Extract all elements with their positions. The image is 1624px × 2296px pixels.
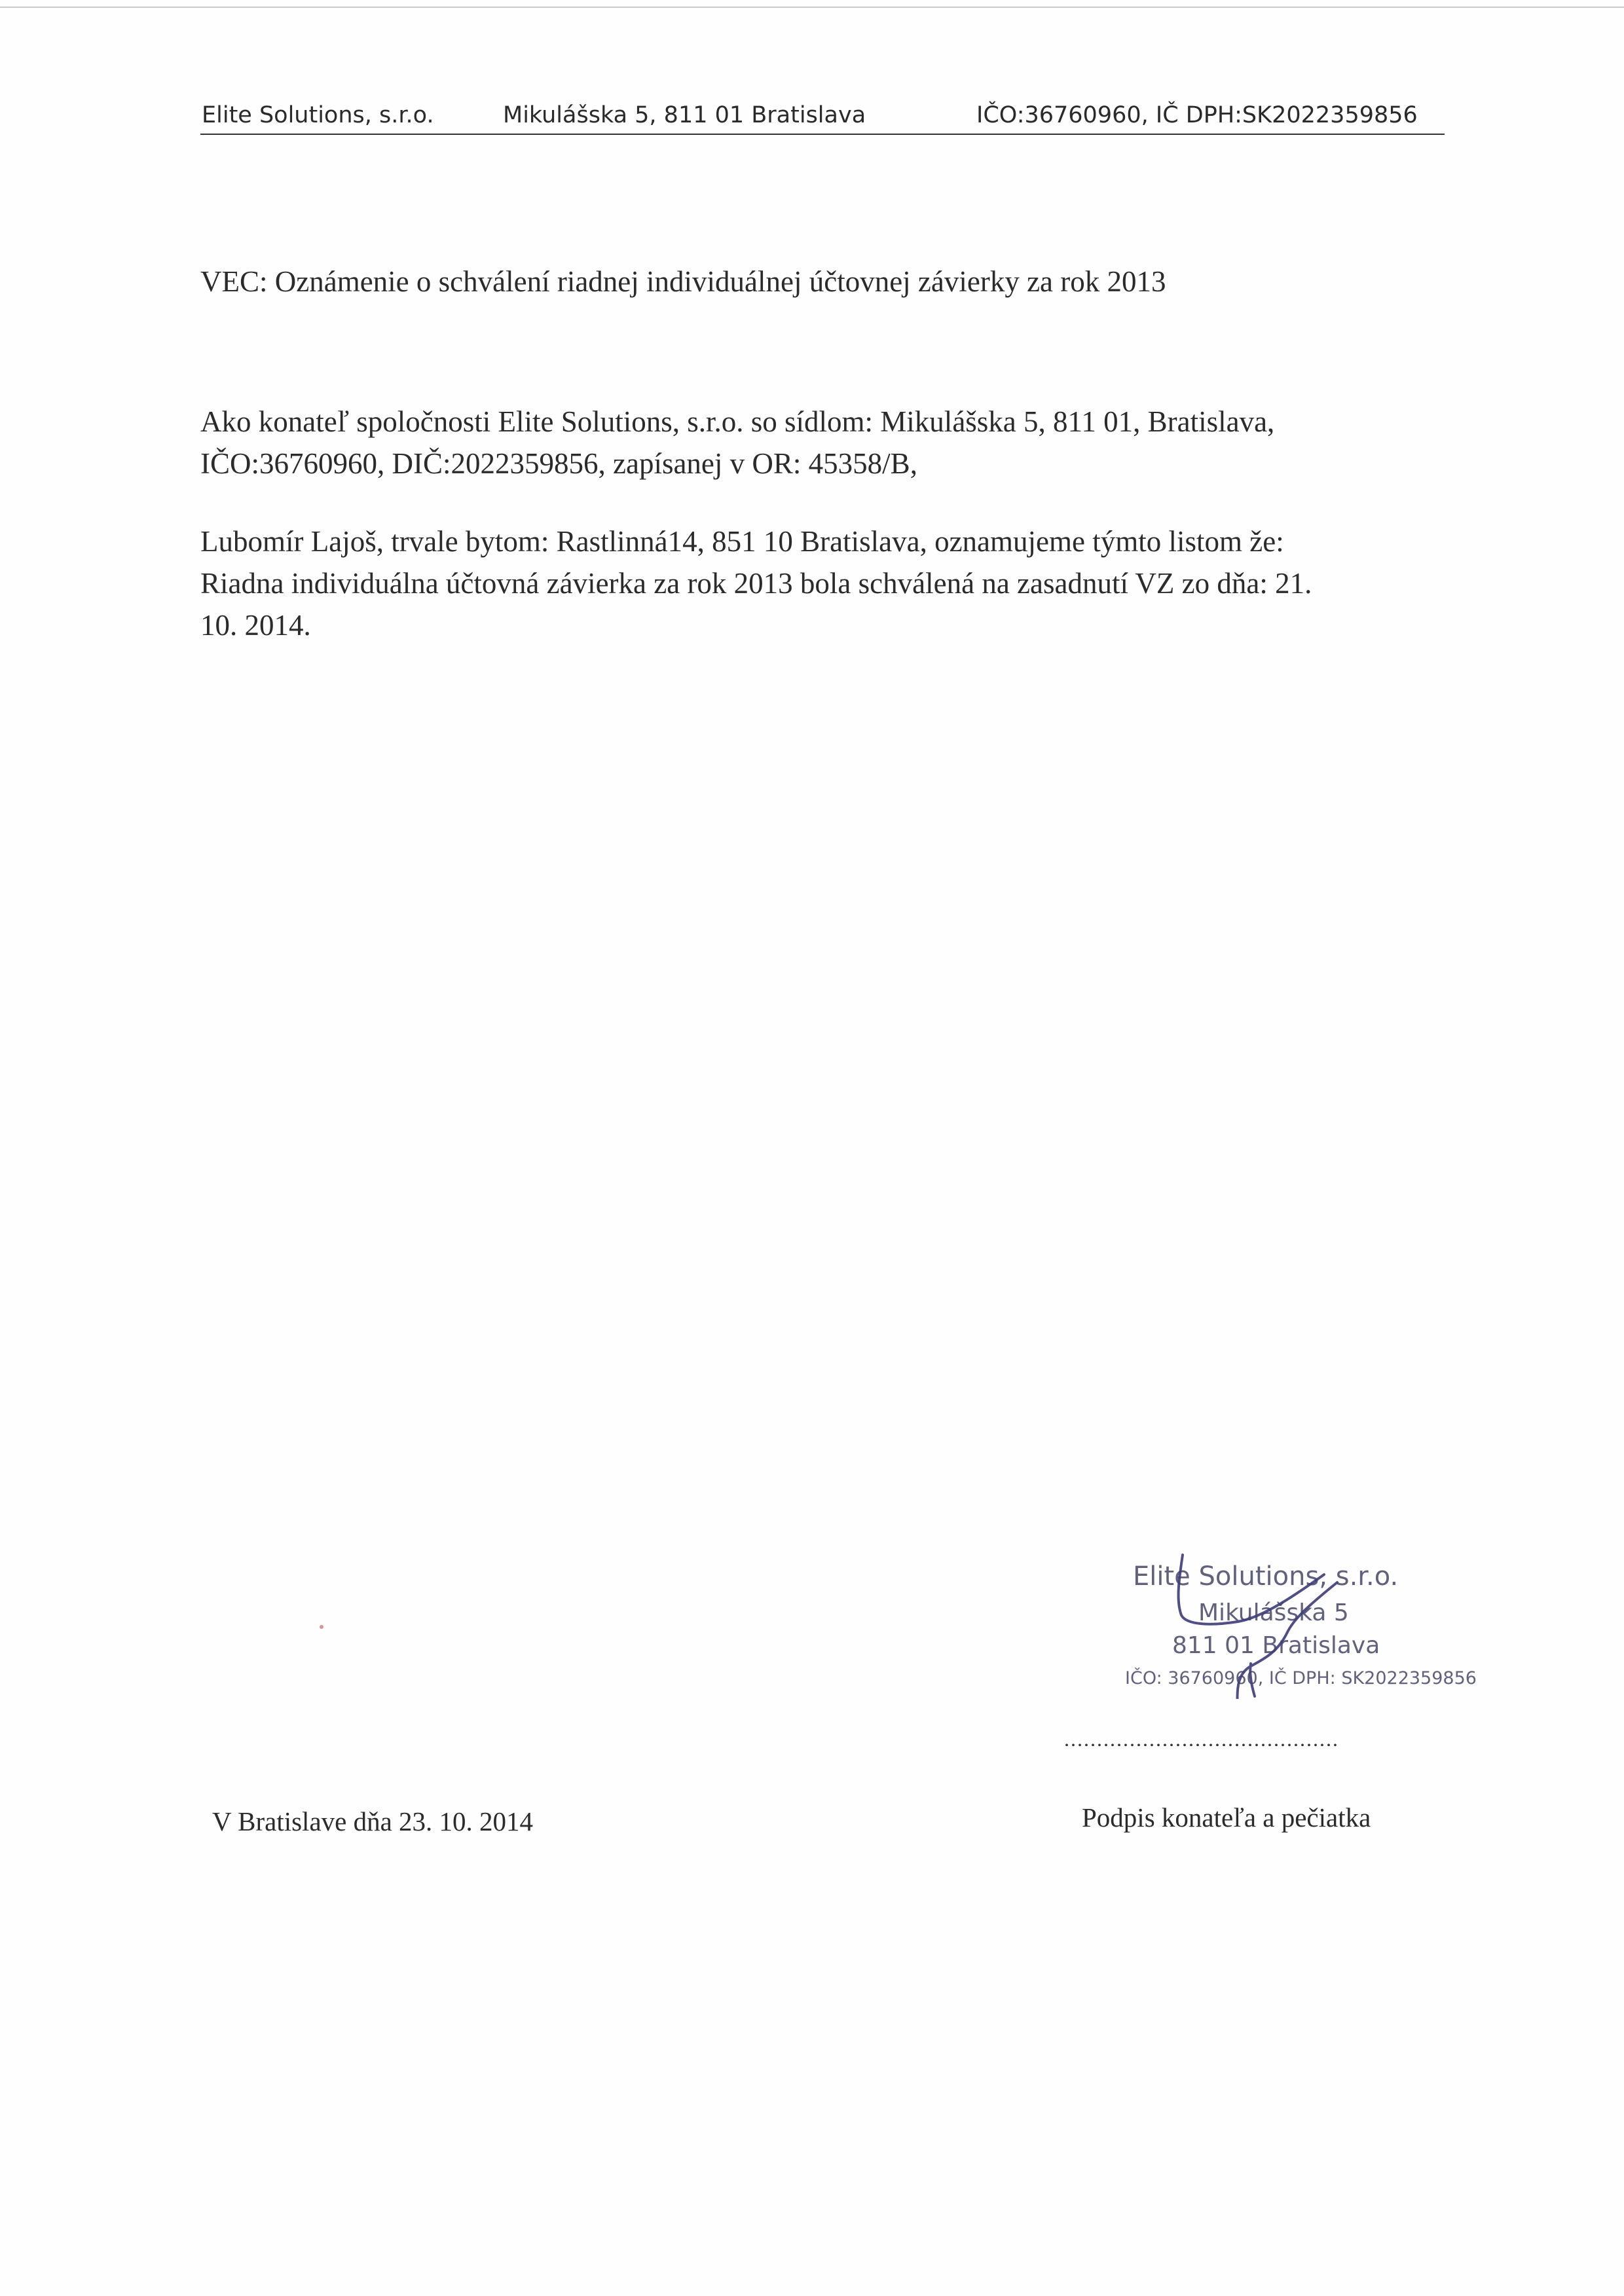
signature-caption: Podpis konateľa a pečiatka [1082, 1802, 1371, 1832]
letterhead-address: Mikulášska 5, 811 01 Bratislava [503, 102, 866, 128]
paragraph-announcement-line-3: 10. 2014. [200, 609, 311, 642]
paragraph-announcement [200, 520, 1431, 646]
paragraph-announcement-line-2: Riadna individuálna účtovná závierka za rok 2013 bola schválená na zasadnutí VZ zo dňa: 21. [200, 567, 1312, 600]
handwritten-signature [1153, 1542, 1362, 1699]
paragraph-company-line-2: IČO:36760960, DIČ:2022359856, zapísanej v OR: 45358/B, [200, 447, 917, 480]
paragraph-company [200, 401, 1431, 484]
stamp-ids: IČO: 36760960, IČ DPH: SK2022359856 [1125, 1668, 1477, 1688]
scan-speck [320, 1625, 323, 1629]
letterhead-ids: IČO:36760960, IČ DPH:SK2022359856 [976, 102, 1418, 128]
letterhead-company: Elite Solutions, s.r.o. [202, 102, 434, 128]
stamp-street: Mikulášska 5 [1198, 1599, 1349, 1626]
stamp-company: Elite Solutions, s.r.o. [1133, 1561, 1399, 1592]
place-and-date: V Bratislave dňa 23. 10. 2014 [212, 1806, 534, 1836]
scan-edge-line [0, 7, 1624, 8]
stamp-city: 811 01 Bratislava [1172, 1632, 1380, 1659]
paragraph-company-line-1: Ako konateľ spoločnosti Elite Solutions, s.r.o. so sídlom: Mikulášska 5, 811 01, Bratislava, [200, 405, 1275, 438]
signature-line: .......................................... [1064, 1727, 1339, 1751]
subject-line: VEC: Oznámenie o schválení riadnej individuálnej účtovnej závierky za rok 2013 [200, 265, 1166, 298]
paragraph-announcement-line-1: Lubomír Lajoš, trvale bytom: Rastlinná14, 851 10 Bratislava, oznamujeme týmto listom že: [200, 525, 1284, 558]
letterhead [200, 97, 1445, 135]
